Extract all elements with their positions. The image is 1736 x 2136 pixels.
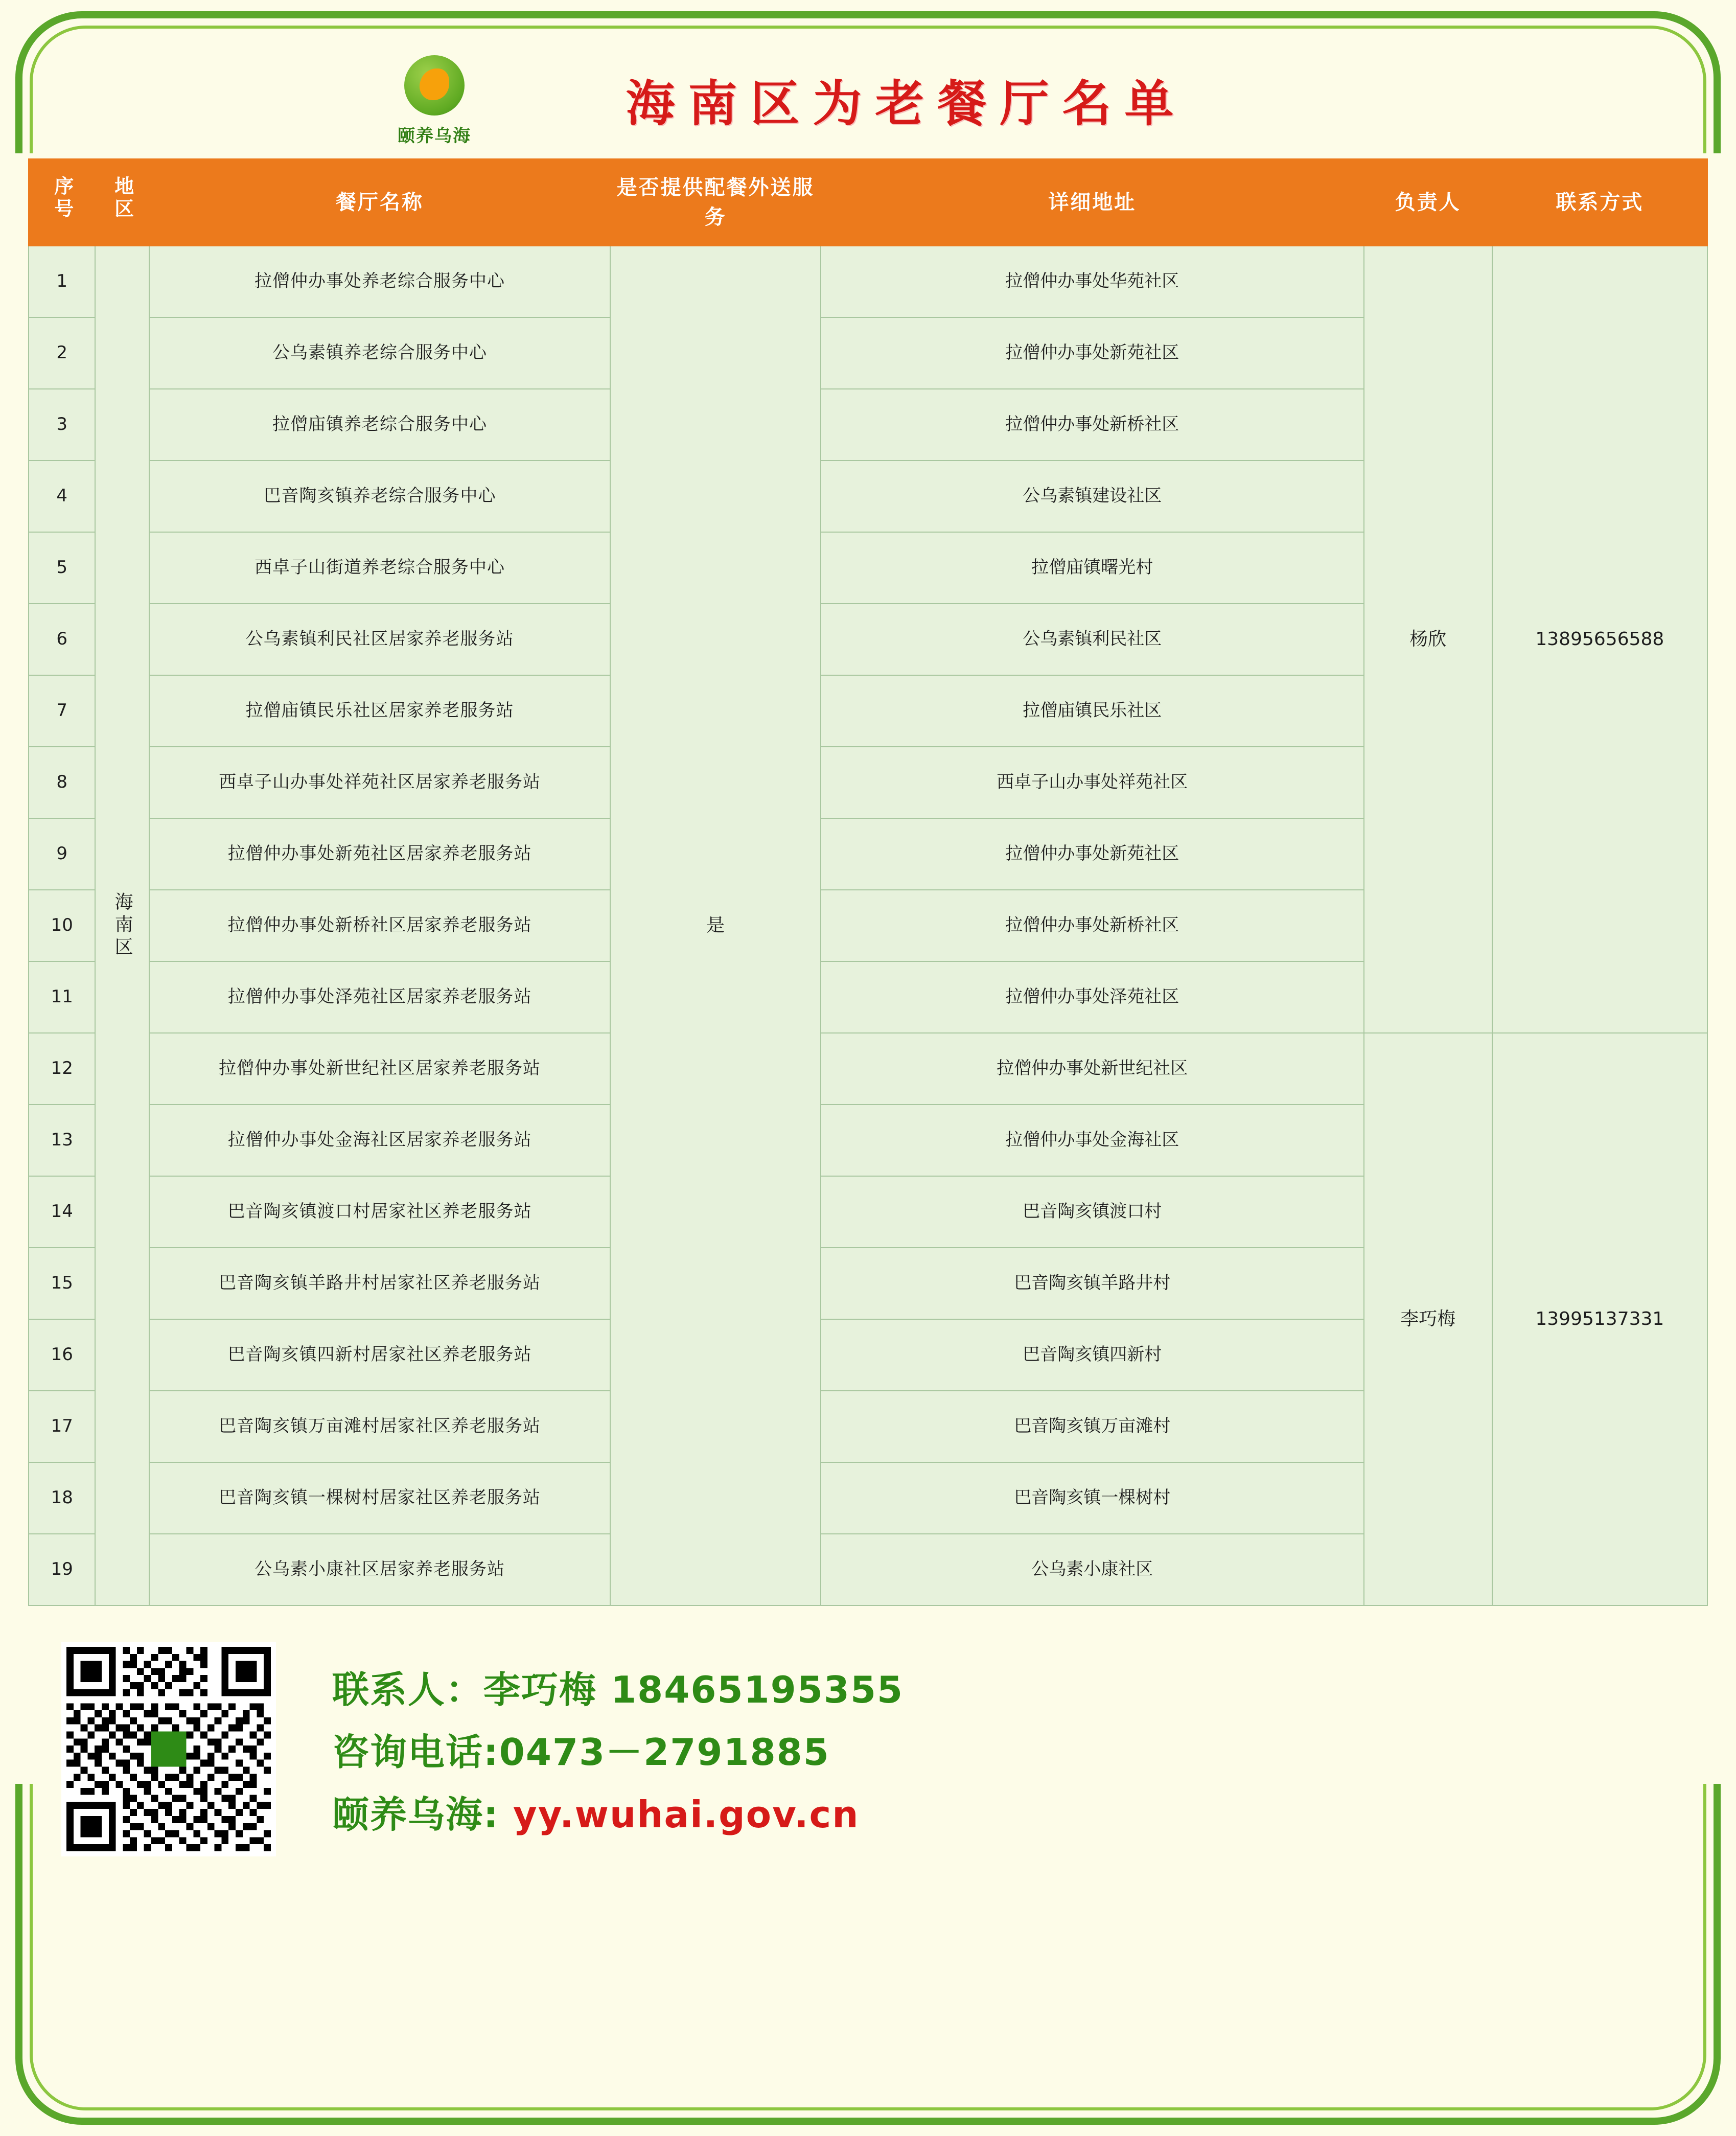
cell-restaurant-name: 公乌素小康社区居家养老服务站 — [149, 1534, 611, 1605]
table-body — [29, 246, 1707, 1605]
cell-index: 3 — [29, 389, 95, 461]
poster-footer — [0, 1642, 1736, 1887]
footer-text-block — [312, 1660, 1675, 1838]
cell-index: 18 — [29, 1462, 95, 1534]
brand-logo-label: 颐养乌海 — [398, 126, 471, 146]
cell-address: 拉僧仲办事处新世纪社区 — [821, 1033, 1364, 1105]
cell-address: 拉僧庙镇曙光村 — [821, 532, 1364, 604]
cell-restaurant-name: 拉僧仲办事处金海社区居家养老服务站 — [149, 1105, 611, 1176]
header-manager: 负责人 — [1364, 159, 1492, 246]
cell-manager: 李巧梅 — [1364, 1033, 1492, 1605]
header-index: 序号 — [29, 159, 95, 246]
cell-restaurant-name: 巴音陶亥镇渡口村居家社区养老服务站 — [149, 1176, 611, 1248]
cell-address: 拉僧仲办事处华苑社区 — [821, 246, 1364, 317]
cell-contact: 13995137331 — [1492, 1033, 1707, 1605]
cell-index: 14 — [29, 1176, 95, 1248]
cell-restaurant-name: 拉僧仲办事处新桥社区居家养老服务站 — [149, 890, 611, 961]
brand-logo — [376, 55, 493, 147]
cell-address: 拉僧仲办事处新苑社区 — [821, 818, 1364, 890]
cell-restaurant-name: 巴音陶亥镇羊路井村居家社区养老服务站 — [149, 1248, 611, 1319]
cell-address: 拉僧仲办事处金海社区 — [821, 1105, 1364, 1176]
cell-index: 8 — [29, 747, 95, 818]
restaurant-table — [28, 158, 1708, 1606]
qr-code-icon[interactable] — [61, 1642, 276, 1856]
table-header-row — [29, 159, 1707, 246]
cell-region: 海南区 — [95, 246, 149, 1605]
header-address: 详细地址 — [821, 159, 1364, 246]
cell-restaurant-name: 拉僧仲办事处新世纪社区居家养老服务站 — [149, 1033, 611, 1105]
header-region: 地区 — [95, 159, 149, 246]
cell-address: 巴音陶亥镇四新村 — [821, 1319, 1364, 1391]
cell-restaurant-name: 公乌素镇养老综合服务中心 — [149, 317, 611, 389]
cell-index: 13 — [29, 1105, 95, 1176]
table-row — [29, 1033, 1707, 1105]
cell-address: 巴音陶亥镇羊路井村 — [821, 1248, 1364, 1319]
cell-index: 1 — [29, 246, 95, 317]
cell-address: 西卓子山办事处祥苑社区 — [821, 747, 1364, 818]
cell-index: 6 — [29, 604, 95, 675]
cell-restaurant-name: 拉僧仲办事处养老综合服务中心 — [149, 246, 611, 317]
cell-restaurant-name: 拉僧仲办事处泽苑社区居家养老服务站 — [149, 961, 611, 1033]
cell-address: 公乌素镇利民社区 — [821, 604, 1364, 675]
poster-content — [0, 41, 1736, 1606]
cell-index: 2 — [29, 317, 95, 389]
cell-address: 拉僧庙镇民乐社区 — [821, 675, 1364, 747]
cell-restaurant-name: 拉僧庙镇民乐社区居家养老服务站 — [149, 675, 611, 747]
header-delivery: 是否提供配餐外送服务 — [610, 159, 820, 246]
cell-index: 7 — [29, 675, 95, 747]
cell-contact: 13895656588 — [1492, 246, 1707, 1033]
cell-restaurant-name: 西卓子山办事处祥苑社区居家养老服务站 — [149, 747, 611, 818]
table-row — [29, 246, 1707, 317]
cell-address: 拉僧仲办事处新苑社区 — [821, 317, 1364, 389]
cell-address: 巴音陶亥镇一棵树村 — [821, 1462, 1364, 1534]
cell-index: 9 — [29, 818, 95, 890]
footer-site-line — [332, 1785, 1675, 1838]
cell-address: 拉僧仲办事处泽苑社区 — [821, 961, 1364, 1033]
page-title: 海南区为老餐厅名单 — [626, 75, 1187, 132]
cell-index: 16 — [29, 1319, 95, 1391]
cell-address: 拉僧仲办事处新桥社区 — [821, 389, 1364, 461]
cell-index: 19 — [29, 1534, 95, 1605]
cell-index: 5 — [29, 532, 95, 604]
title-bar — [28, 41, 1708, 158]
cell-address: 公乌素镇建设社区 — [821, 461, 1364, 532]
cell-address: 公乌素小康社区 — [821, 1534, 1364, 1605]
cell-index: 4 — [29, 461, 95, 532]
leaf-logo-icon — [404, 55, 465, 116]
header-name: 餐厅名称 — [149, 159, 611, 246]
cell-address: 巴音陶亥镇万亩滩村 — [821, 1391, 1364, 1462]
cell-index: 17 — [29, 1391, 95, 1462]
cell-restaurant-name: 拉僧庙镇养老综合服务中心 — [149, 389, 611, 461]
cell-address: 巴音陶亥镇渡口村 — [821, 1176, 1364, 1248]
cell-restaurant-name: 巴音陶亥镇养老综合服务中心 — [149, 461, 611, 532]
footer-contact-line: 联系人：李巧梅 18465195355 — [332, 1668, 904, 1711]
cell-manager: 杨欣 — [1364, 246, 1492, 1033]
footer-site-label: 颐养乌海: — [332, 1793, 499, 1836]
cell-address: 拉僧仲办事处新桥社区 — [821, 890, 1364, 961]
cell-index: 11 — [29, 961, 95, 1033]
cell-index: 12 — [29, 1033, 95, 1105]
cell-index: 15 — [29, 1248, 95, 1319]
header-contact: 联系方式 — [1492, 159, 1707, 246]
cell-restaurant-name: 巴音陶亥镇四新村居家社区养老服务站 — [149, 1319, 611, 1391]
footer-phone-line: 咨询电话:0473－2791885 — [332, 1731, 830, 1774]
cell-delivery: 是 — [610, 246, 820, 1605]
footer-site-url[interactable]: yy.wuhai.gov.cn — [513, 1793, 860, 1836]
cell-restaurant-name: 公乌素镇利民社区居家养老服务站 — [149, 604, 611, 675]
cell-restaurant-name: 巴音陶亥镇万亩滩村居家社区养老服务站 — [149, 1391, 611, 1462]
cell-restaurant-name: 巴音陶亥镇一棵树村居家社区养老服务站 — [149, 1462, 611, 1534]
cell-restaurant-name: 拉僧仲办事处新苑社区居家养老服务站 — [149, 818, 611, 890]
table-header — [29, 159, 1707, 246]
cell-restaurant-name: 西卓子山街道养老综合服务中心 — [149, 532, 611, 604]
cell-index: 10 — [29, 890, 95, 961]
